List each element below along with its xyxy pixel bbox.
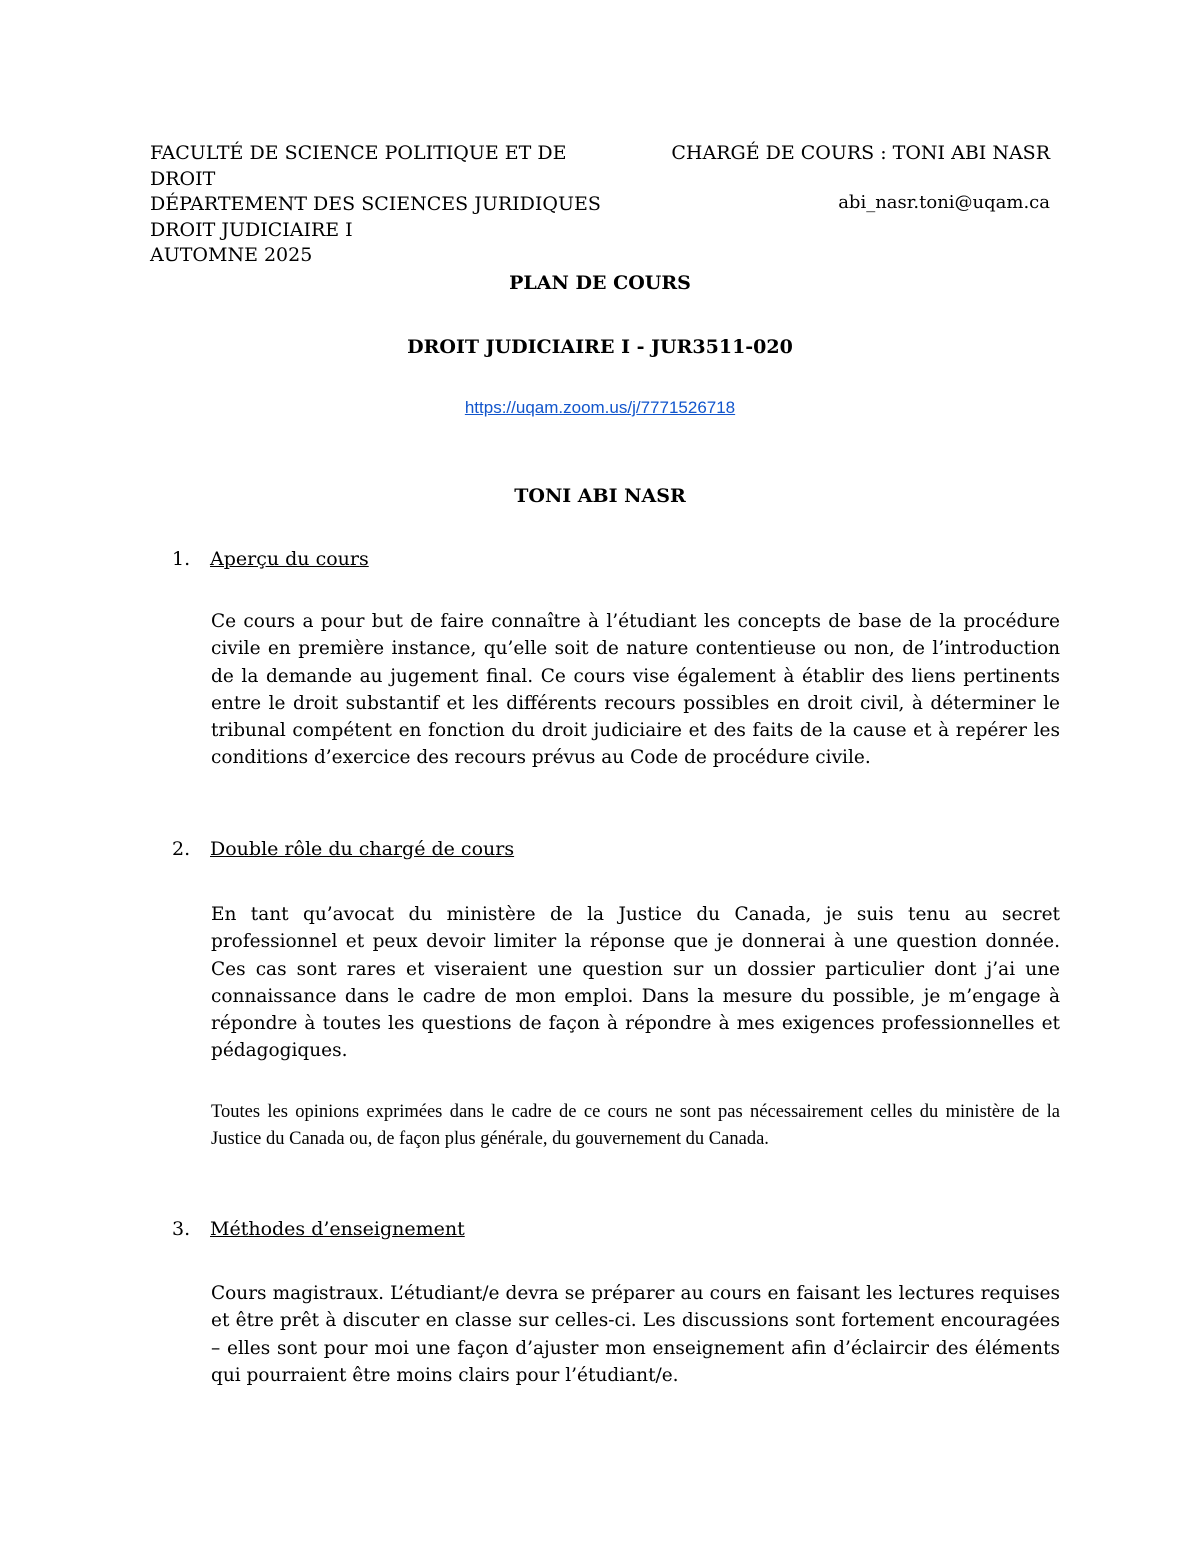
term-line: AUTOMNE 2025: [150, 244, 313, 266]
department-line: DÉPARTEMENT DES SCIENCES JURIDIQUES: [150, 193, 601, 215]
faculty-line: DROIT: [150, 167, 216, 190]
section-number: 1.: [172, 548, 191, 570]
instructor-email: abi_nasr.toni@uqam.ca: [838, 192, 1050, 213]
section-heading-3: [172, 1218, 465, 1240]
zoom-link[interactable]: https://uqam.zoom.us/j/7771526718: [464, 398, 736, 417]
section-paragraph: En tant qu’avocat du ministère de la Justice du Canada, je suis tenu au secret professionnel et peux devoir limiter la réponse que je donnerai à une question donnée. Ces cas sont rares et viseraient une question sur un dossier particulier dont j’ai une connaissance dans le cadre de mon emploi. Dans la mesure du possible, je m’engage à répondre à toutes les questions de façon à répondre à mes exigences professionnelles et pédagogiques.: [211, 904, 1060, 1062]
disclaimer-paragraph: Toutes les opinions exprimées dans le cadre de ce cours ne sont pas nécessairement celles du ministère de la Justice du Canada ou, de façon plus générale, du gouvernement du Canada.: [211, 1102, 1060, 1150]
section-number: 2.: [172, 838, 191, 860]
section-title: Aperçu du cours: [210, 548, 369, 570]
section-number: 3.: [172, 1218, 191, 1240]
section-title: Méthodes d’enseignement: [210, 1218, 465, 1240]
course-title: DROIT JUDICIAIRE I - JUR3511-020: [407, 336, 793, 358]
faculty-line: FACULTÉ DE SCIENCE POLITIQUE ET DE: [150, 142, 567, 164]
section-paragraph: Ce cours a pour but de faire connaître à l’étudiant les concepts de base de la procédure civile en première instance, qu’elle soit de nature contentieuse ou non, de l’introduction de la demande au jugement final. Ce cours vise également à établir des liens pertinents entre le droit substantif et les différents recours possibles en droit civil, à déterminer le tribunal compétent en fonction du droit judiciaire et des faits de la cause et à repérer les conditions d’exercice des recours prévus au Code de procédure civile.: [211, 611, 1060, 769]
document-title: PLAN DE COURS: [509, 272, 691, 294]
section-heading-1: [172, 548, 369, 570]
faculty-block: [150, 141, 601, 269]
author-name: TONI ABI NASR: [514, 485, 686, 507]
section-title: Double rôle du chargé de cours: [210, 838, 515, 860]
instructor-line: CHARGÉ DE COURS : TONI ABI NASR: [671, 142, 1050, 164]
course-line: DROIT JUDICIAIRE I: [150, 218, 353, 241]
section-heading-2: [172, 838, 514, 860]
section-paragraph: Cours magistraux. L’étudiant/e devra se préparer au cours en faisant les lectures requises et être prêt à discuter en classe sur celles-ci. Les discussions sont fortement encouragées – elles sont pour moi une façon d’ajuster mon enseignement afin d’éclaircir des éléments qui pourraient être moins clairs pour l’étudiant/e.: [211, 1283, 1060, 1386]
